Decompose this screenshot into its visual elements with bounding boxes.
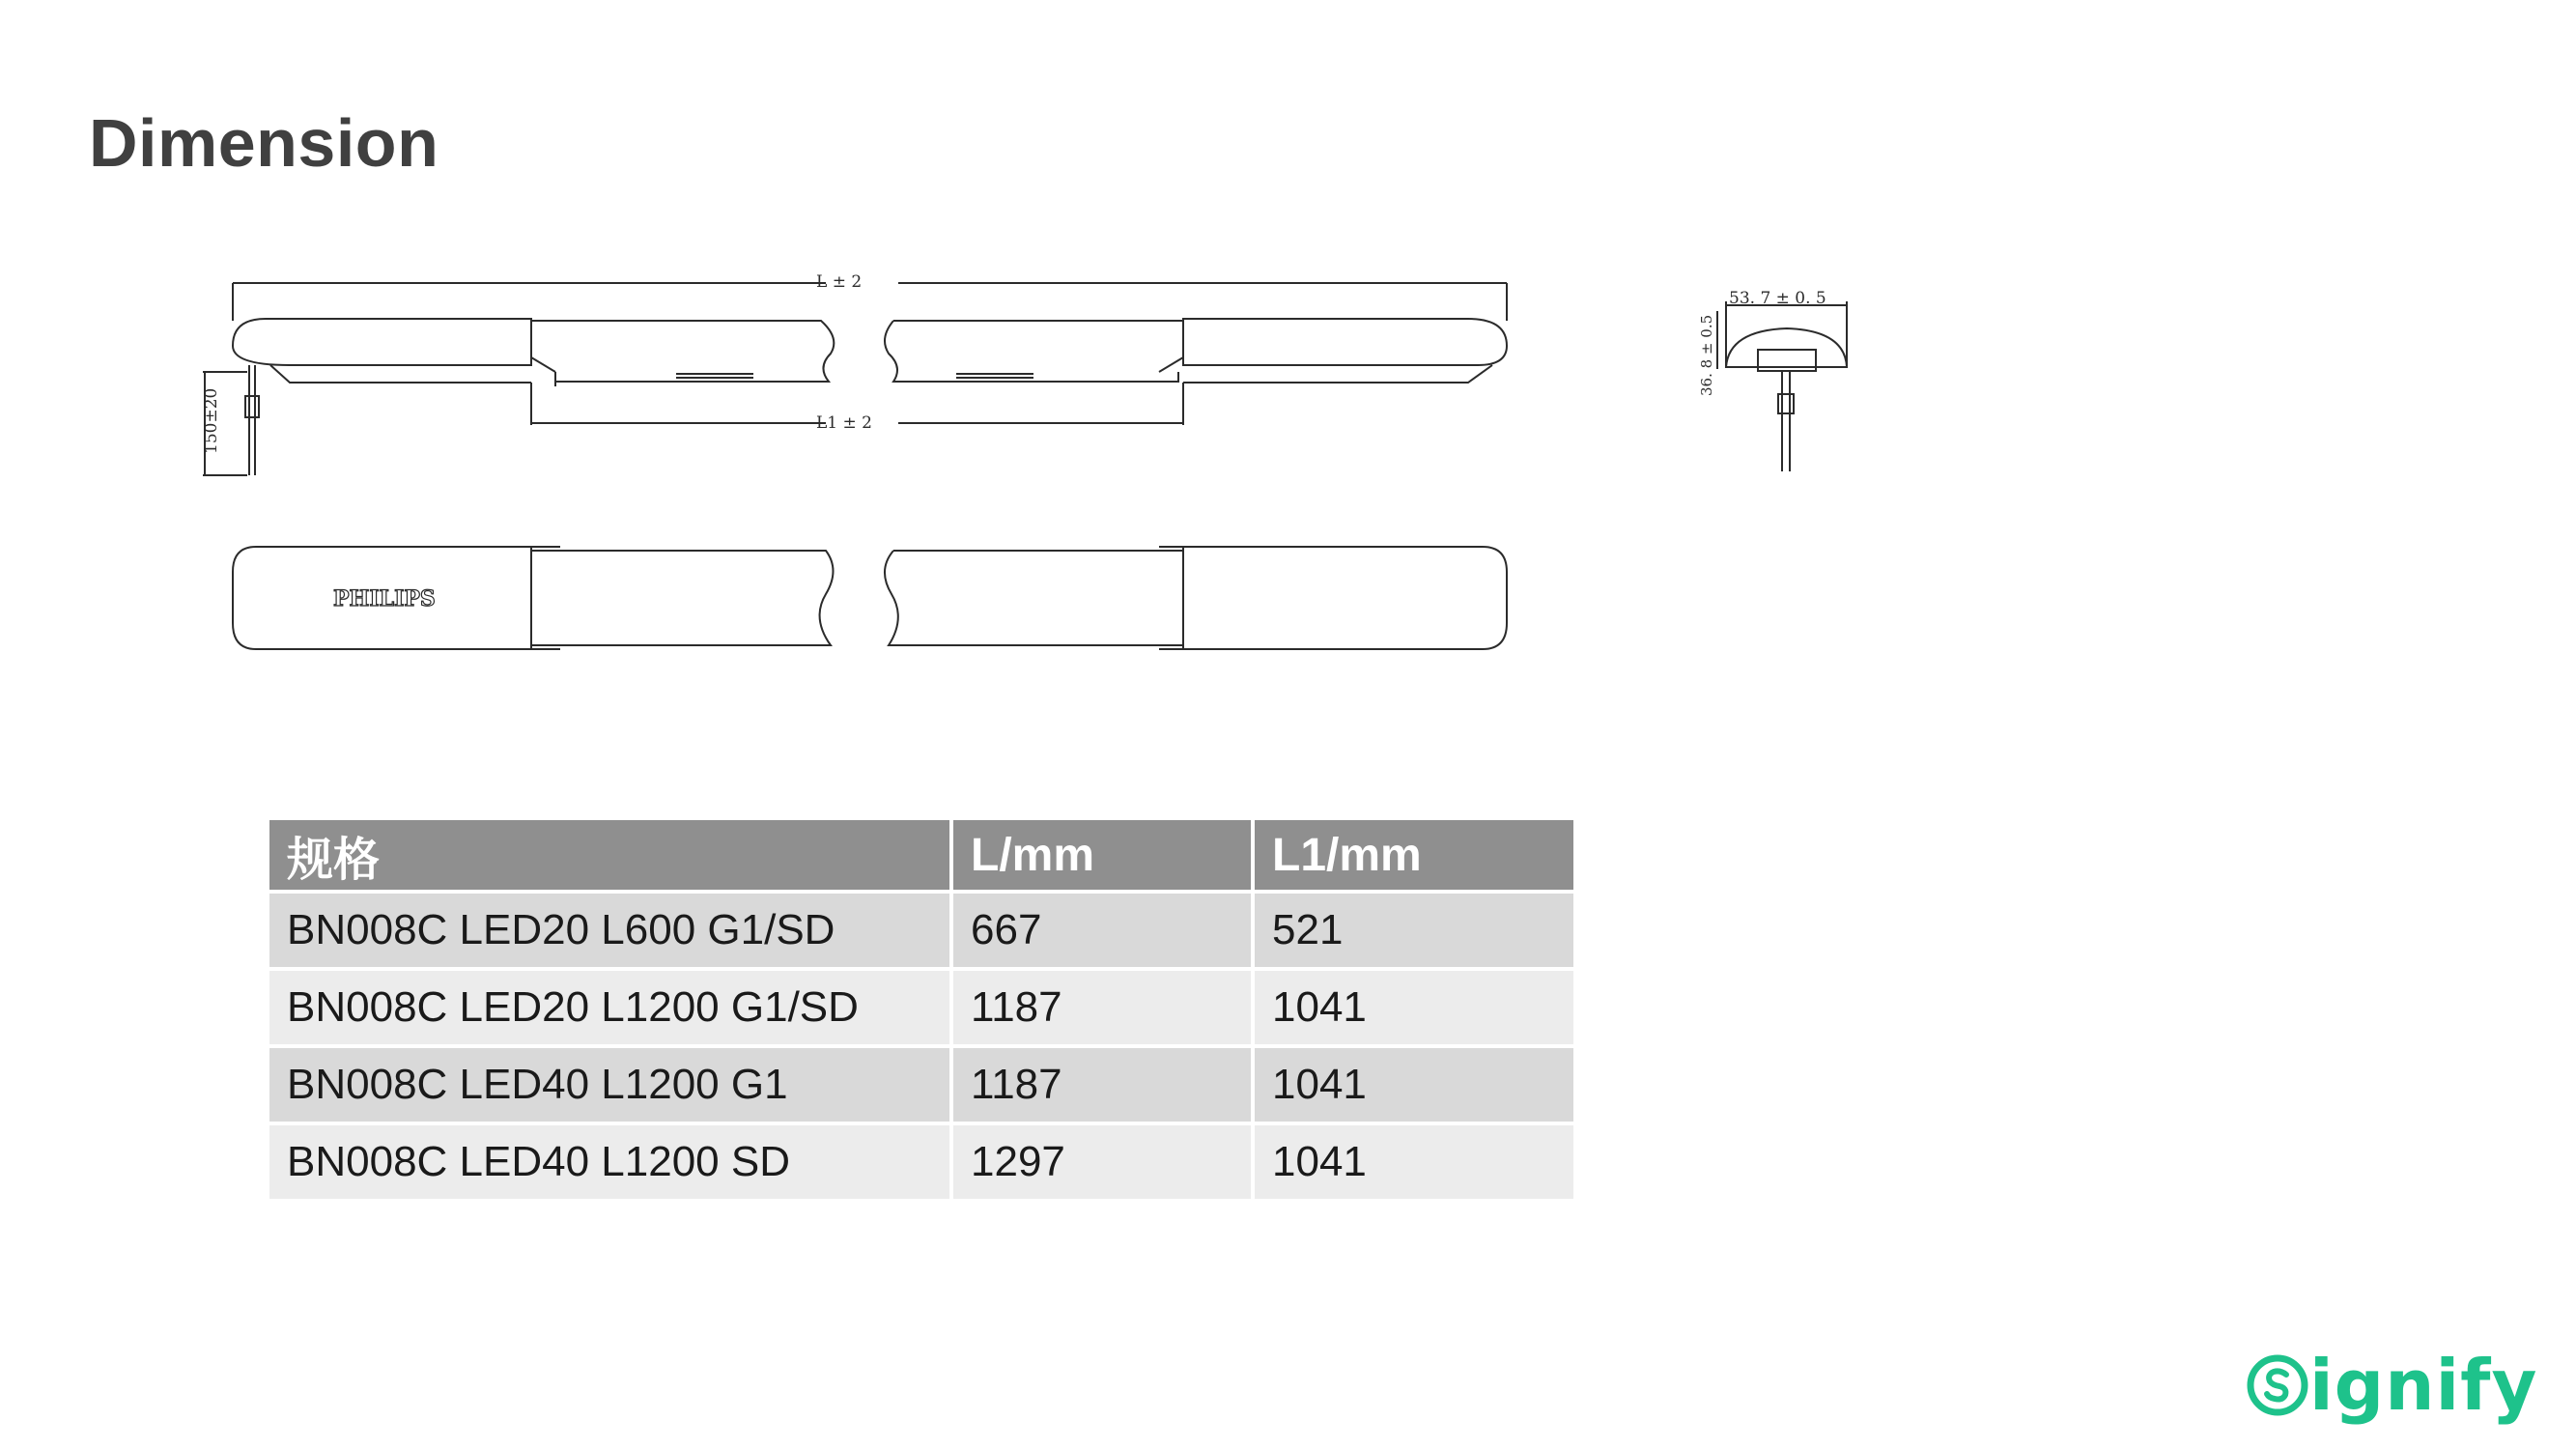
dimension-L-label: L ± 2	[816, 272, 863, 292]
cell-L: 1187	[953, 971, 1251, 1044]
table-row	[269, 971, 1573, 1044]
header-spec: 规格	[269, 820, 949, 890]
cell-spec: BN008C LED40 L1200 G1	[269, 1048, 949, 1122]
table-row	[269, 894, 1573, 967]
dimension-height-label: 36. 8 ± 0.5	[1698, 314, 1715, 396]
cell-L: 1297	[953, 1125, 1251, 1199]
logo-text: ignify	[2309, 1345, 2538, 1426]
brand-label: PHILIPS	[333, 586, 436, 611]
cell-L1: 1041	[1255, 1125, 1573, 1199]
cell-spec: BN008C LED40 L1200 SD	[269, 1125, 949, 1199]
cell-L1: 1041	[1255, 971, 1573, 1044]
dimension-drawing	[184, 261, 1903, 667]
table-row	[269, 1048, 1573, 1122]
table-row	[269, 1125, 1573, 1199]
cell-spec: BN008C LED20 L1200 G1/SD	[269, 971, 949, 1044]
page-title: Dimension	[89, 105, 439, 181]
cell-L: 1187	[953, 1048, 1251, 1122]
dimension-width-label: 53. 7 ± 0. 5	[1729, 289, 1826, 308]
header-L1: L1/mm	[1255, 820, 1573, 890]
cell-L1: 521	[1255, 894, 1573, 967]
table-header-row	[269, 820, 1573, 890]
cell-L1: 1041	[1255, 1048, 1573, 1122]
dimension-cable-label: 150±20	[202, 387, 221, 454]
signify-logo	[2246, 1345, 2538, 1426]
spec-table	[266, 816, 1577, 1203]
signify-s-icon	[2246, 1353, 2309, 1417]
cell-L: 667	[953, 894, 1251, 967]
dimension-L1-label: L1 ± 2	[816, 413, 872, 433]
header-L: L/mm	[953, 820, 1251, 890]
cell-spec: BN008C LED20 L600 G1/SD	[269, 894, 949, 967]
